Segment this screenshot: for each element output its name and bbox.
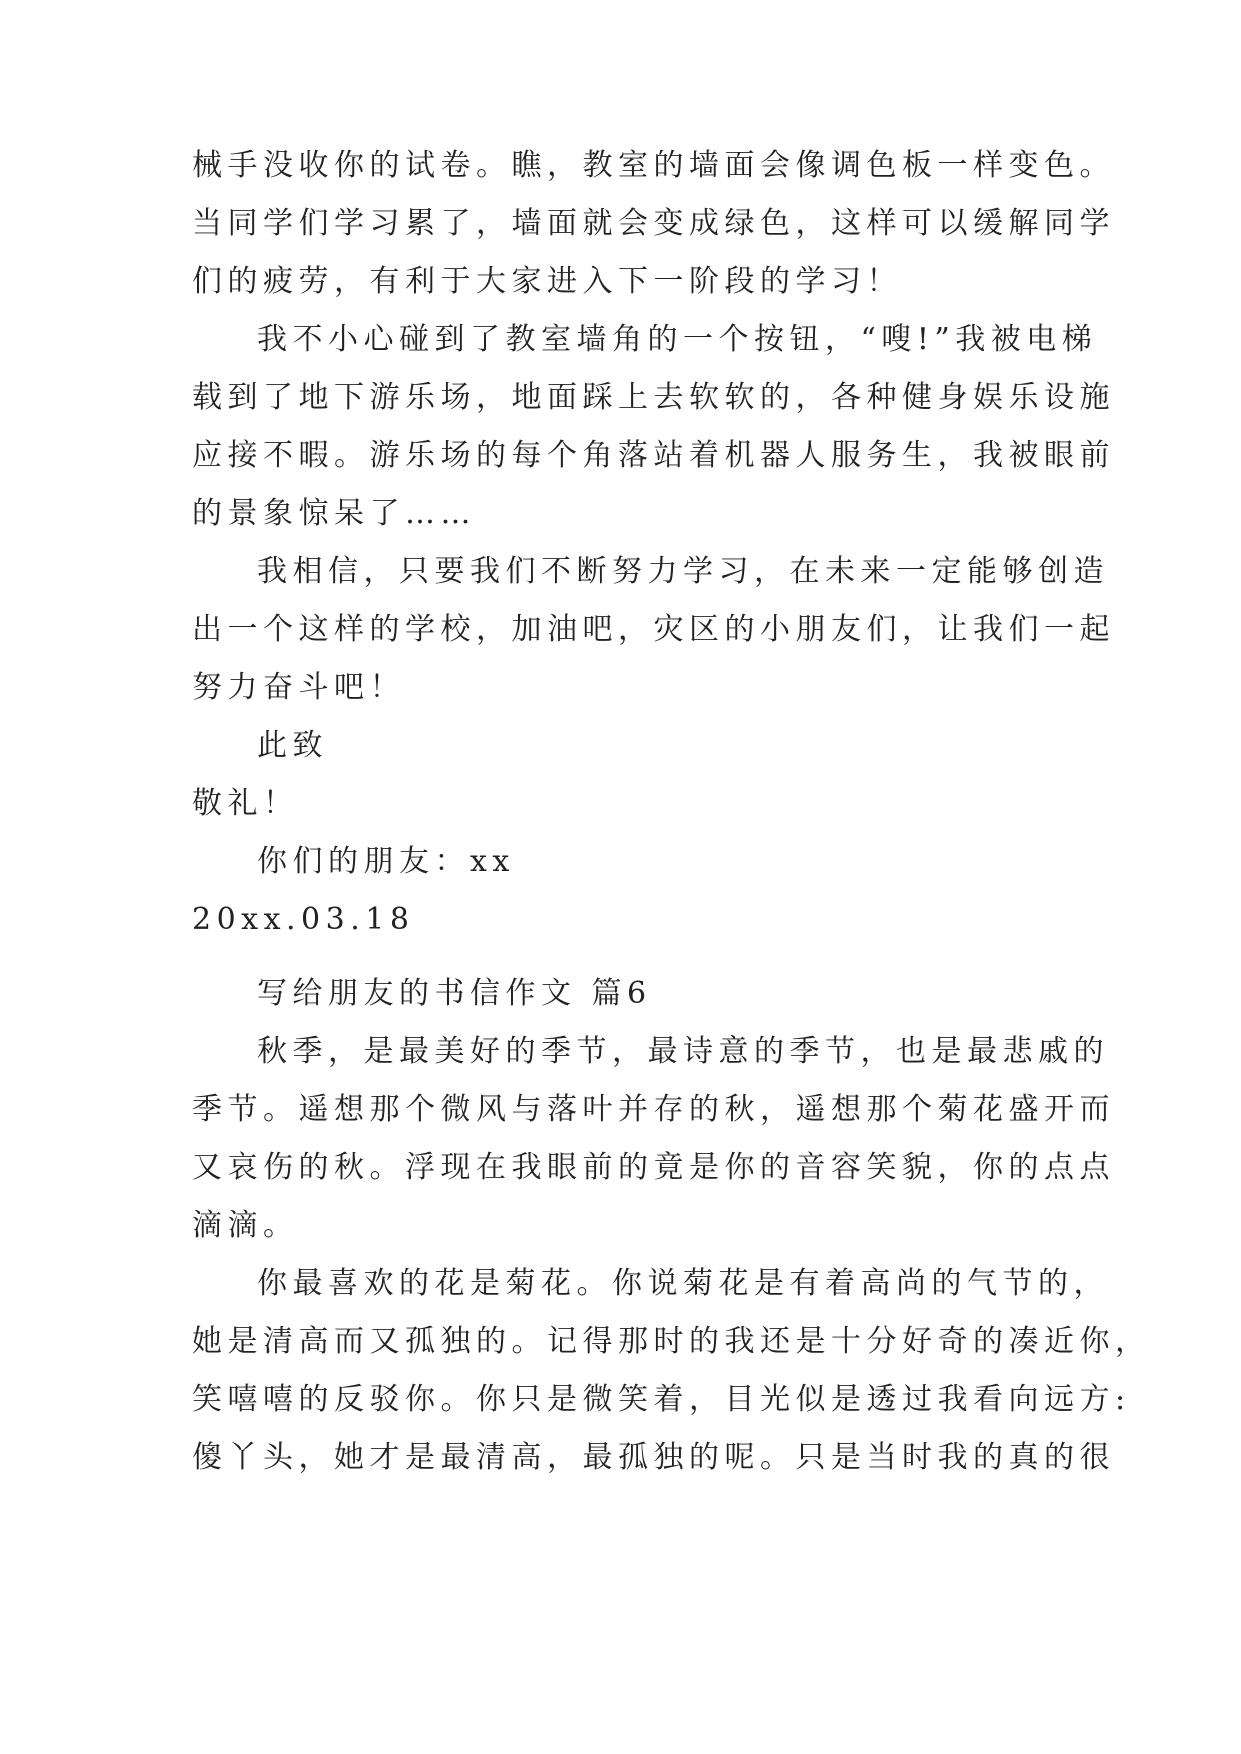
paragraph-line: 季节。遥想那个微风与落叶并存的秋，遥想那个菊花盛开而 — [192, 1092, 1115, 1127]
paragraph-line: 械手没收你的试卷。瞧，教室的墙面会像调色板一样变色。 — [192, 148, 1115, 183]
paragraph-line: 她是清高而又孤独的。记得那时的我还是十分好奇的凑近你， — [192, 1324, 1151, 1359]
paragraph-line: 出一个这样的学校，加油吧，灾区的小朋友们，让我们一起 — [192, 612, 1115, 647]
paragraph-line: 载到了地下游乐场，地面踩上去软软的，各种健身娱乐设施 — [192, 380, 1115, 415]
letter-body-part1 — [192, 137, 1115, 949]
paragraph-line: 笑嘻嘻的反驳你。你只是微笑着，目光似是透过我看向远方: — [192, 1382, 1131, 1417]
paragraph-line: 的景象惊呆了…… — [192, 496, 476, 531]
paragraph-line: 们的疲劳，有利于大家进入下一阶段的学习！ — [192, 264, 902, 299]
paragraph-line: 又哀伤的秋。浮现在我眼前的竟是你的音容笑貌，你的点点 — [192, 1150, 1115, 1185]
paragraph-line: 我相信，只要我们不断努力学习，在未来一定能够创造 — [257, 554, 1109, 589]
letter-salutation: 敬礼！ — [192, 786, 299, 821]
paragraph-line: 努力奋斗吧！ — [192, 670, 405, 705]
paragraph-line: 滴滴。 — [192, 1208, 299, 1243]
letter-date: 20xx.03.18 — [192, 902, 415, 937]
letter-closing: 此致 — [257, 728, 328, 763]
paragraph-line: 应接不暇。游乐场的每个角落站着机器人服务生，我被眼前 — [192, 438, 1115, 473]
letter-signature: 你们的朋友：xx — [257, 844, 515, 879]
letter-body-part2 — [192, 965, 1151, 1487]
paragraph-line: 你最喜欢的花是菊花。你说菊花是有着高尚的气节的， — [257, 1266, 1109, 1301]
paragraph-line: 秋季，是最美好的季节，最诗意的季节，也是最悲戚的 — [257, 1034, 1109, 1069]
section-heading: 写给朋友的书信作文 篇6 — [257, 976, 652, 1011]
paragraph-line: 当同学们学习累了，墙面就会变成绿色，这样可以缓解同学 — [192, 206, 1115, 241]
paragraph-line: 我不小心碰到了教室墙角的一个按钮，“嗖!”我被电梯 — [257, 322, 1098, 357]
paragraph-line: 傻丫头，她才是最清高，最孤独的呢。只是当时我的真的很 — [192, 1440, 1115, 1475]
